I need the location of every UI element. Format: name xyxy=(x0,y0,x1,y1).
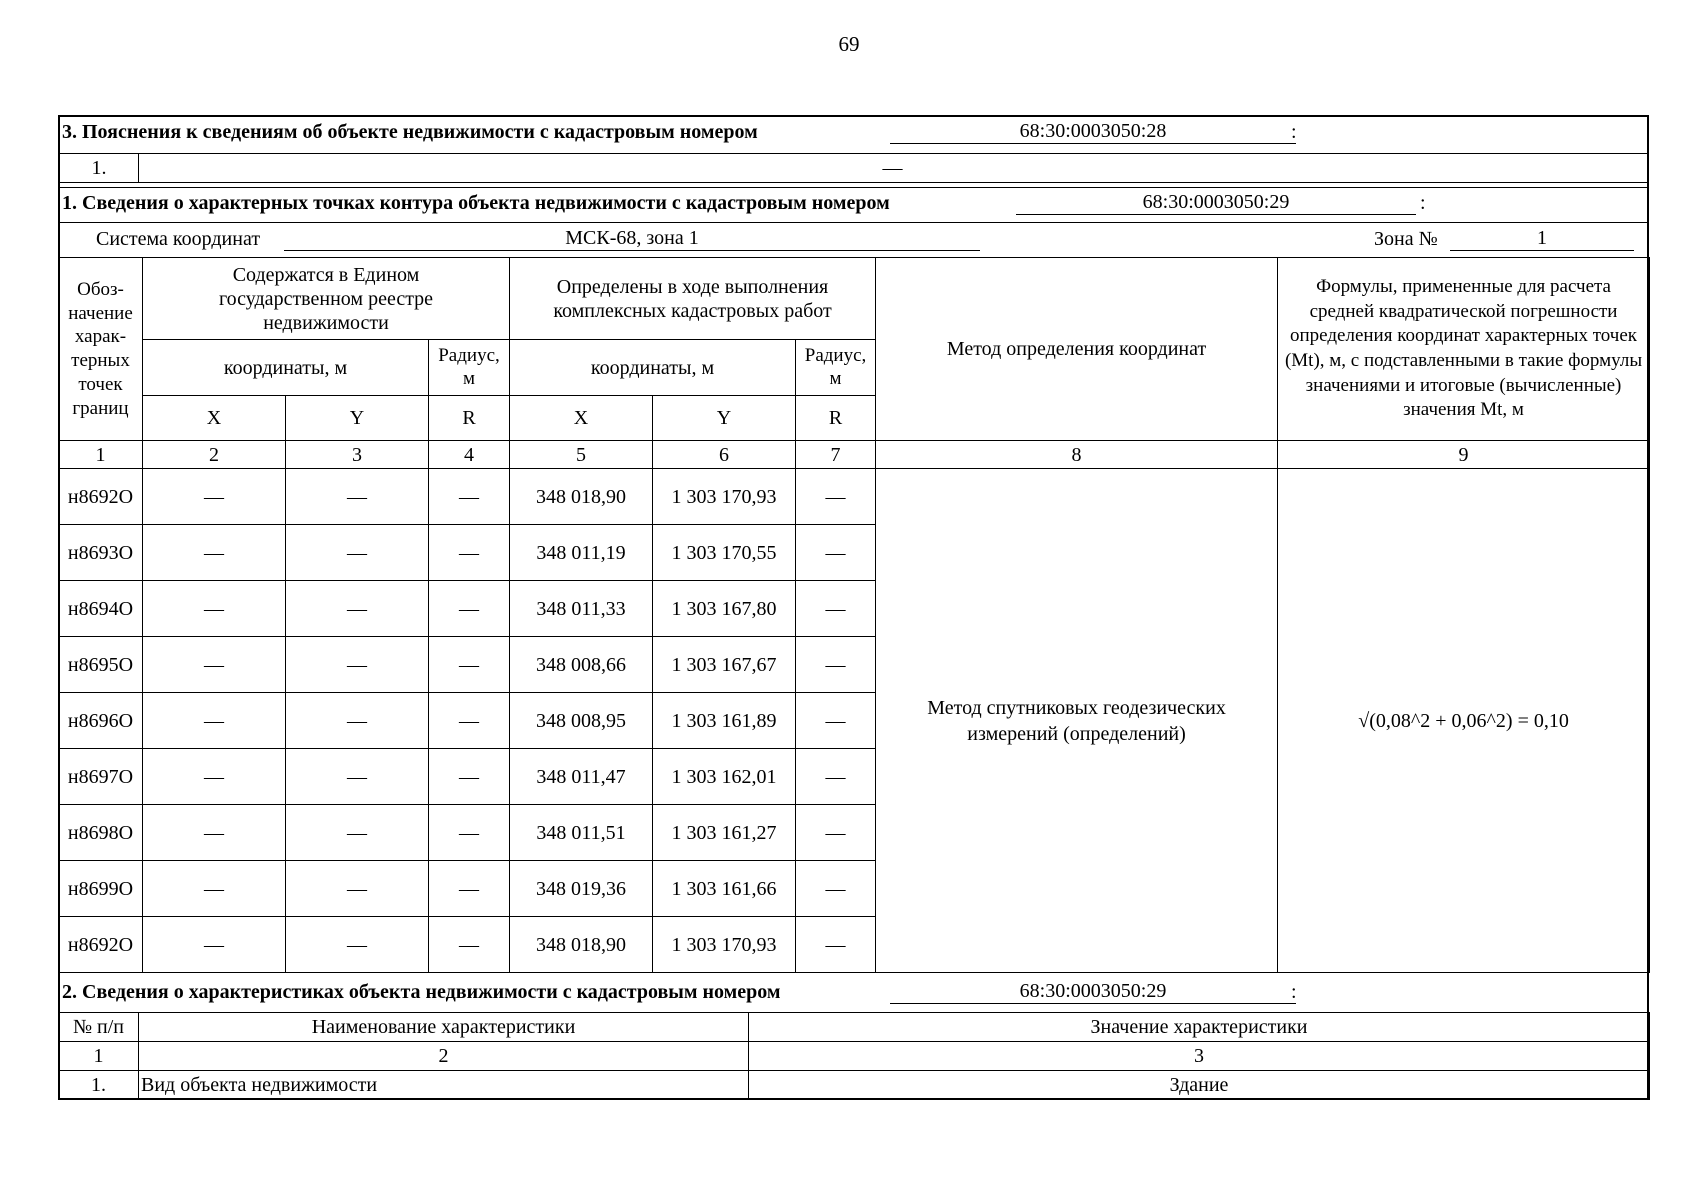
section3-cadastral-number: 68:30:0003050:28 xyxy=(890,119,1296,144)
header-egrn-y: Y xyxy=(286,396,429,441)
zone-label: Зона № xyxy=(1374,228,1438,250)
divider xyxy=(60,182,1647,183)
header-egrn-x: X xyxy=(143,396,286,441)
zone-value: 1 xyxy=(1450,226,1634,251)
char-row-value: Здание xyxy=(749,1071,1650,1100)
egrn-r: — xyxy=(429,469,510,525)
column-number: 3 xyxy=(749,1042,1650,1071)
column-number: 1 xyxy=(59,441,143,469)
kkr-r: — xyxy=(796,749,876,805)
kkr-y: 1 303 167,67 xyxy=(653,637,796,693)
header-egrn-radius: Радиус, м xyxy=(429,340,510,396)
egrn-x: — xyxy=(143,469,286,525)
section1-colon: : xyxy=(1420,192,1426,214)
column-number: 4 xyxy=(429,441,510,469)
coord-system-value: МСК-68, зона 1 xyxy=(284,226,980,251)
point-name: н8698О xyxy=(59,805,143,861)
column-number: 1 xyxy=(59,1042,139,1071)
header-kkr-y: Y xyxy=(653,396,796,441)
egrn-x: — xyxy=(143,637,286,693)
kkr-r: — xyxy=(796,525,876,581)
char-row-num: 1. xyxy=(59,1071,139,1100)
header-kkr-radius: Радиус, м xyxy=(796,340,876,396)
header-kkr-r: R xyxy=(796,396,876,441)
kkr-r: — xyxy=(796,693,876,749)
kkr-x: 348 018,90 xyxy=(510,917,653,973)
table-row xyxy=(59,1071,1650,1100)
coord-system-row xyxy=(60,223,1647,257)
column-number: 5 xyxy=(510,441,653,469)
header-egrn-r: R xyxy=(429,396,510,441)
point-name: н8694О xyxy=(59,581,143,637)
egrn-y: — xyxy=(286,917,429,973)
section1-cadastral-number: 68:30:0003050:29 xyxy=(1016,190,1416,215)
characteristics-table xyxy=(58,1012,1650,1100)
char-header-value: Значение характеристики xyxy=(749,1013,1650,1042)
column-number: 8 xyxy=(876,441,1278,469)
kkr-r: — xyxy=(796,805,876,861)
header-method: Метод определения координат xyxy=(876,258,1278,441)
section3-title: 3. Пояснения к сведениям об объекте недвижимости с кадастровым номером xyxy=(62,121,758,143)
egrn-r: — xyxy=(429,805,510,861)
column-number: 6 xyxy=(653,441,796,469)
section3-colon: : xyxy=(1291,121,1297,143)
section2-colon: : xyxy=(1291,981,1297,1003)
kkr-r: — xyxy=(796,581,876,637)
egrn-y: — xyxy=(286,693,429,749)
egrn-r: — xyxy=(429,861,510,917)
column-number: 7 xyxy=(796,441,876,469)
char-row-name: Вид объекта недвижимости xyxy=(139,1071,749,1100)
kkr-x: 348 011,33 xyxy=(510,581,653,637)
egrn-y: — xyxy=(286,861,429,917)
point-name: н8696О xyxy=(59,693,143,749)
egrn-y: — xyxy=(286,525,429,581)
kkr-x: 348 011,19 xyxy=(510,525,653,581)
section3-row-num: 1. xyxy=(91,157,107,179)
point-name: н8695О xyxy=(59,637,143,693)
kkr-x: 348 008,66 xyxy=(510,637,653,693)
egrn-r: — xyxy=(429,637,510,693)
point-name: н8693О xyxy=(59,525,143,581)
kkr-x: 348 018,90 xyxy=(510,469,653,525)
section1-header xyxy=(60,188,1647,222)
kkr-y: 1 303 170,93 xyxy=(653,917,796,973)
column-numbers-row xyxy=(59,441,1650,469)
section3-row-value: — xyxy=(882,157,903,179)
section3-header xyxy=(60,117,1647,153)
header-egrn-coords: координаты, м xyxy=(143,340,429,396)
egrn-y: — xyxy=(286,469,429,525)
formula-value: √(0,08^2 + 0,06^2) = 0,10 xyxy=(1278,469,1650,973)
column-number: 3 xyxy=(286,441,429,469)
section2-cadastral-number: 68:30:0003050:29 xyxy=(890,979,1296,1004)
char-header-num: № п/п xyxy=(59,1013,139,1042)
point-name: н8692О xyxy=(59,917,143,973)
kkr-y: 1 303 170,93 xyxy=(653,469,796,525)
egrn-r: — xyxy=(429,581,510,637)
column-number: 2 xyxy=(139,1042,749,1071)
egrn-x: — xyxy=(143,581,286,637)
section2-header xyxy=(60,976,1647,1012)
kkr-r: — xyxy=(796,917,876,973)
column-number: 2 xyxy=(143,441,286,469)
egrn-r: — xyxy=(429,749,510,805)
page-number: 69 xyxy=(838,32,860,56)
kkr-y: 1 303 161,89 xyxy=(653,693,796,749)
egrn-x: — xyxy=(143,917,286,973)
column-number: 9 xyxy=(1278,441,1650,469)
kkr-x: 348 008,95 xyxy=(510,693,653,749)
kkr-x: 348 019,36 xyxy=(510,861,653,917)
egrn-y: — xyxy=(286,749,429,805)
kkr-r: — xyxy=(796,861,876,917)
kkr-x: 348 011,51 xyxy=(510,805,653,861)
kkr-y: 1 303 167,80 xyxy=(653,581,796,637)
header-point-designation: Обоз- начение харак- терных точек границ xyxy=(59,258,143,441)
egrn-x: — xyxy=(143,861,286,917)
method-value: Метод спутниковых геодезических измерений (определений) xyxy=(876,469,1278,973)
section2-title: 2. Сведения о характеристиках объекта недвижимости с кадастровым номером xyxy=(62,981,781,1003)
kkr-y: 1 303 161,27 xyxy=(653,805,796,861)
document-table xyxy=(58,115,1649,1100)
egrn-r: — xyxy=(429,917,510,973)
header-kkr: Определены в ходе выполнения комплексных кадастровых работ xyxy=(510,258,876,340)
points-table xyxy=(58,257,1650,973)
point-name: н8699О xyxy=(59,861,143,917)
section3-row xyxy=(60,154,1647,182)
kkr-y: 1 303 162,01 xyxy=(653,749,796,805)
coord-system-label: Система координат xyxy=(96,228,261,250)
table-row xyxy=(59,469,1650,525)
kkr-x: 348 011,47 xyxy=(510,749,653,805)
egrn-x: — xyxy=(143,805,286,861)
egrn-x: — xyxy=(143,749,286,805)
egrn-x: — xyxy=(143,693,286,749)
egrn-r: — xyxy=(429,525,510,581)
header-formula: Формулы, примененные для расчета средней квадратической погрешности определения координат характерных точек (Mt), м, с подставленными в такие формулы значениями и итоговые (вычисленные) значения Mt, м xyxy=(1278,258,1650,441)
point-name: н8692О xyxy=(59,469,143,525)
kkr-y: 1 303 161,66 xyxy=(653,861,796,917)
egrn-x: — xyxy=(143,525,286,581)
egrn-r: — xyxy=(429,693,510,749)
header-egrn: Содержатся в Едином государственном реестре недвижимости xyxy=(143,258,510,340)
char-header-name: Наименование характеристики xyxy=(139,1013,749,1042)
header-kkr-coords: координаты, м xyxy=(510,340,796,396)
section1-title: 1. Сведения о характерных точках контура объекта недвижимости с кадастровым номером xyxy=(62,192,890,214)
header-kkr-x: X xyxy=(510,396,653,441)
kkr-r: — xyxy=(796,637,876,693)
point-name: н8697О xyxy=(59,749,143,805)
kkr-r: — xyxy=(796,469,876,525)
kkr-y: 1 303 170,55 xyxy=(653,525,796,581)
egrn-y: — xyxy=(286,805,429,861)
egrn-y: — xyxy=(286,637,429,693)
egrn-y: — xyxy=(286,581,429,637)
